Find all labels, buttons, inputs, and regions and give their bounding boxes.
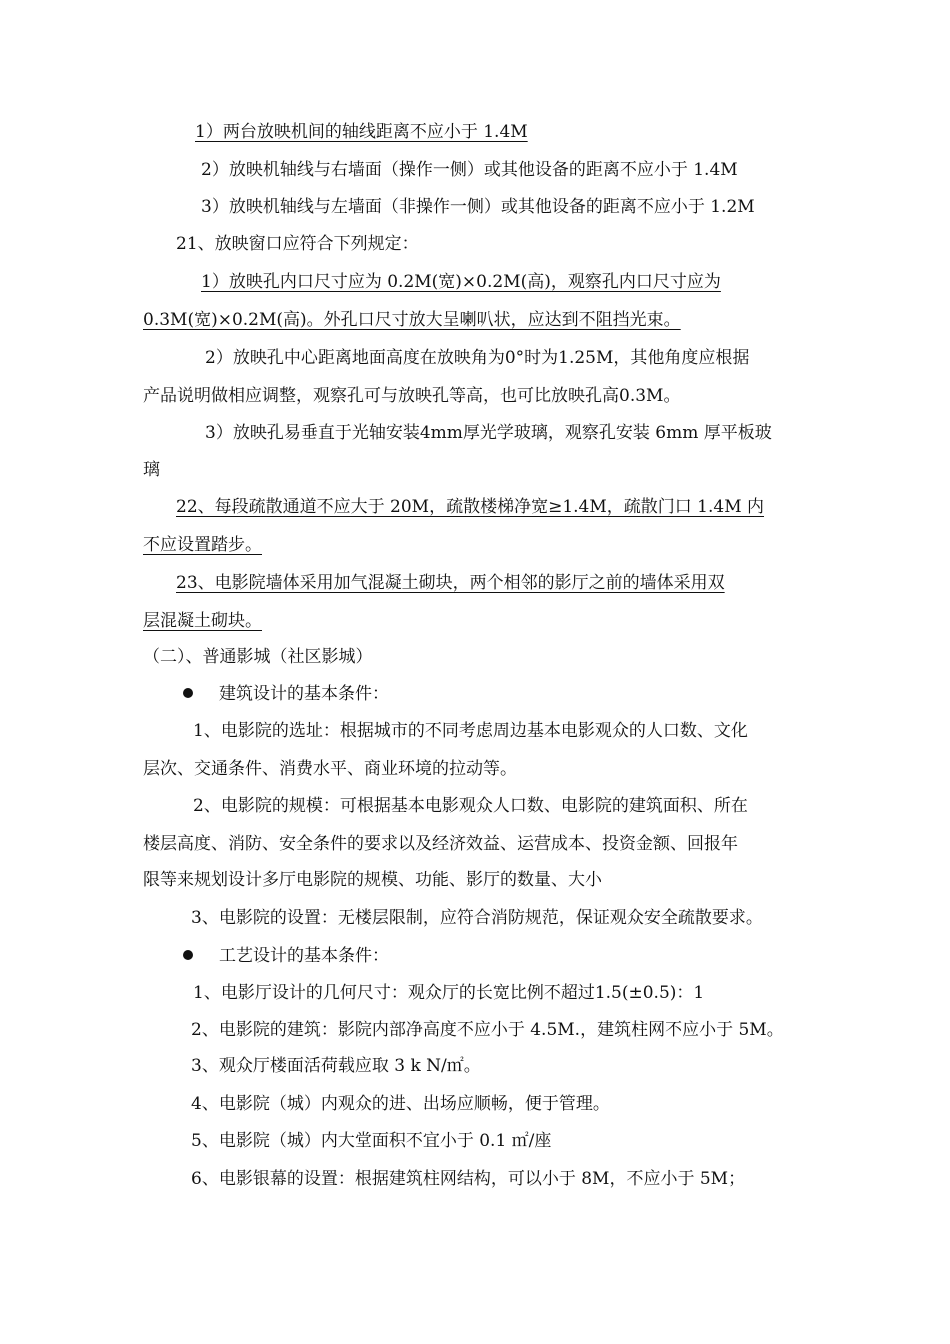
text-line: 21、放映窗口应符合下列规定： <box>176 234 419 254</box>
bullet-text: 工艺设计的基本条件： <box>219 946 389 966</box>
text-line: 1）两台放映机间的轴线距离不应小于 1.4M <box>195 122 528 142</box>
text-line: 6、电影银幕的设置：根据建筑柱网结构，可以小于 8M，不应小于 5M； <box>191 1169 746 1189</box>
bullet-icon <box>183 950 193 960</box>
text-line: 2、电影院的建筑：影院内部净高度不应小于 4.5M.，建筑柱网不应小于 5M。 <box>191 1020 784 1040</box>
text-line: 不应设置踏步。 <box>143 535 262 555</box>
text-line: 4、电影院（城）内观众的进、出场应顺畅，便于管理。 <box>191 1094 610 1114</box>
text-line: 0.3M(宽)×0.2M(高)。外孔口尺寸放大呈喇叭状，应达到不阻挡光束。 <box>143 310 681 330</box>
bullet-icon <box>183 688 193 698</box>
bullet-item <box>143 683 863 705</box>
text-line: 2）放映机轴线与右墙面（操作一侧）或其他设备的距离不应小于 1.4M <box>201 160 738 180</box>
text-line: 22、每段疏散通道不应大于 20M，疏散楼梯净宽≥1.4M，疏散门口 1.4M 内 <box>176 497 765 517</box>
text-line: 3）放映孔易垂直于光轴安装4mm厚光学玻璃，观察孔安装 6mm 厚平板玻 <box>205 423 772 443</box>
text-line: 产品说明做相应调整，观察孔可与放映孔等高，也可比放映孔高0.3M。 <box>143 386 681 406</box>
text-line: 层混凝土砌块。 <box>143 611 262 631</box>
section-heading: （二）、普通影城（社区影城） <box>143 647 373 667</box>
text-line: 1）放映孔内口尺寸应为 0.2M(宽)×0.2M(高)，观察孔内口尺寸应为 <box>201 272 721 292</box>
text-line: 璃 <box>143 460 160 480</box>
bullet-item <box>143 945 863 967</box>
text-line: 23、电影院墙体采用加气混凝土砌块，两个相邻的影厅之前的墙体采用双 <box>176 573 725 593</box>
bullet-text: 建筑设计的基本条件： <box>219 684 389 704</box>
text-line: 楼层高度、消防、安全条件的要求以及经济效益、运营成本、投资金额、回报年 <box>143 834 738 854</box>
text-line: 3、电影院的设置：无楼层限制，应符合消防规范，保证观众安全疏散要求。 <box>191 908 763 928</box>
text-line: 层次、交通条件、消费水平、商业环境的拉动等。 <box>143 759 517 779</box>
text-line: 5、电影院（城）内大堂面积不宜小于 0.1 ㎡/座 <box>191 1131 552 1151</box>
text-line: 限等来规划设计多厅电影院的规模、功能、影厅的数量、大小 <box>143 870 602 890</box>
text-line: 2）放映孔中心距离地面高度在放映角为0°时为1.25M，其他角度应根据 <box>205 348 750 368</box>
text-line: 2、电影院的规模：可根据基本电影观众人口数、电影院的建筑面积、所在 <box>193 796 748 816</box>
text-line: 1、电影厅设计的几何尺寸：观众厅的长宽比例不超过1.5(±0.5)：1 <box>193 983 705 1003</box>
text-line: 3、观众厅楼面活荷载应取 3 k N/㎡。 <box>191 1056 481 1076</box>
text-line: 3）放映机轴线与左墙面（非操作一侧）或其他设备的距离不应小于 1.2M <box>201 197 755 217</box>
text-line: 1、电影院的选址：根据城市的不同考虑周边基本电影观众的人口数、文化 <box>193 721 748 741</box>
